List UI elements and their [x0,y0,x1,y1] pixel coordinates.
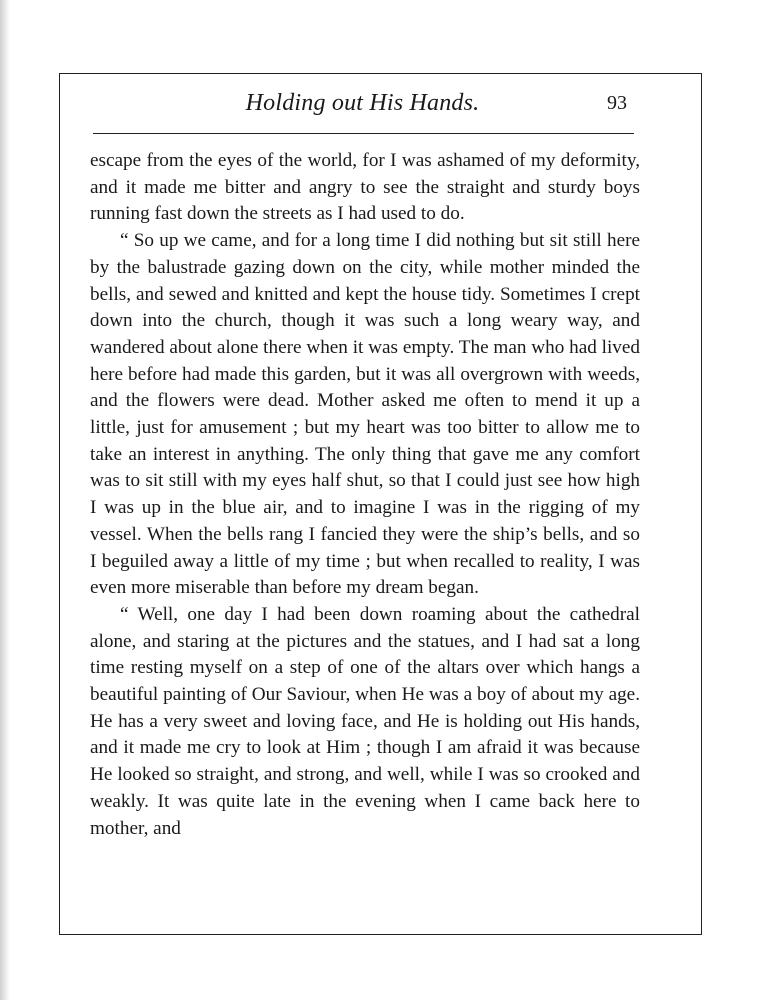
page-edge-shadow [0,0,10,1000]
paragraph-continued: escape from the eyes of the world, for I was ashamed of my deformity, and it made me bitter and angry to see the straight and sturdy boys running fast down the streets as I had used to do. [90,150,640,225]
body-text [90,148,640,842]
running-title: Holding out His Hands. [245,90,480,116]
paragraph: “ Well, one day I had been down roaming about the cathedral alone, and staring at the pictures and the statues, and I had sat a long time resting myself on a step of one of the altars over which hangs a beautiful painting of Our Saviour, when He was a boy of about my age. He has a very sweet and loving face, and He is holding out His hands, and it made me cry to look at Him ; though I am afraid it was because He looked so straight, and strong, and well, while I was so crooked and weakly. It was quite late in the evening when I came back here to mother, and [90,603,640,839]
page-number: 93 [607,92,627,114]
header-rule [93,133,634,134]
running-header [90,88,635,124]
paragraph: “ So up we came, and for a long time I did nothing but sit still here by the balustrade gazing down on the city, while mother minded the bells, and sewed and knitted and kept the house tidy. Sometimes I crept down into the church, though it was such a long weary way, and wandered about alone there when it was empty. The man who had lived here before had made this garden, but it was all overgrown with weeds, and the flowers were dead. Mother asked me often to mend it up a little, just for amusement ; but my heart was too bitter to allow me to take an interest in anything. The only thing that gave me any comfort was to sit still with my eyes half shut, so that I could just see how high I was up in the blue air, and to imagine I was in the rigging of my vessel. When the bells rang I fancied they were the ship’s bells, and so I beguiled away a little of my time ; but when recalled to reality, I was even more miserable than before my dream began. [90,230,640,599]
